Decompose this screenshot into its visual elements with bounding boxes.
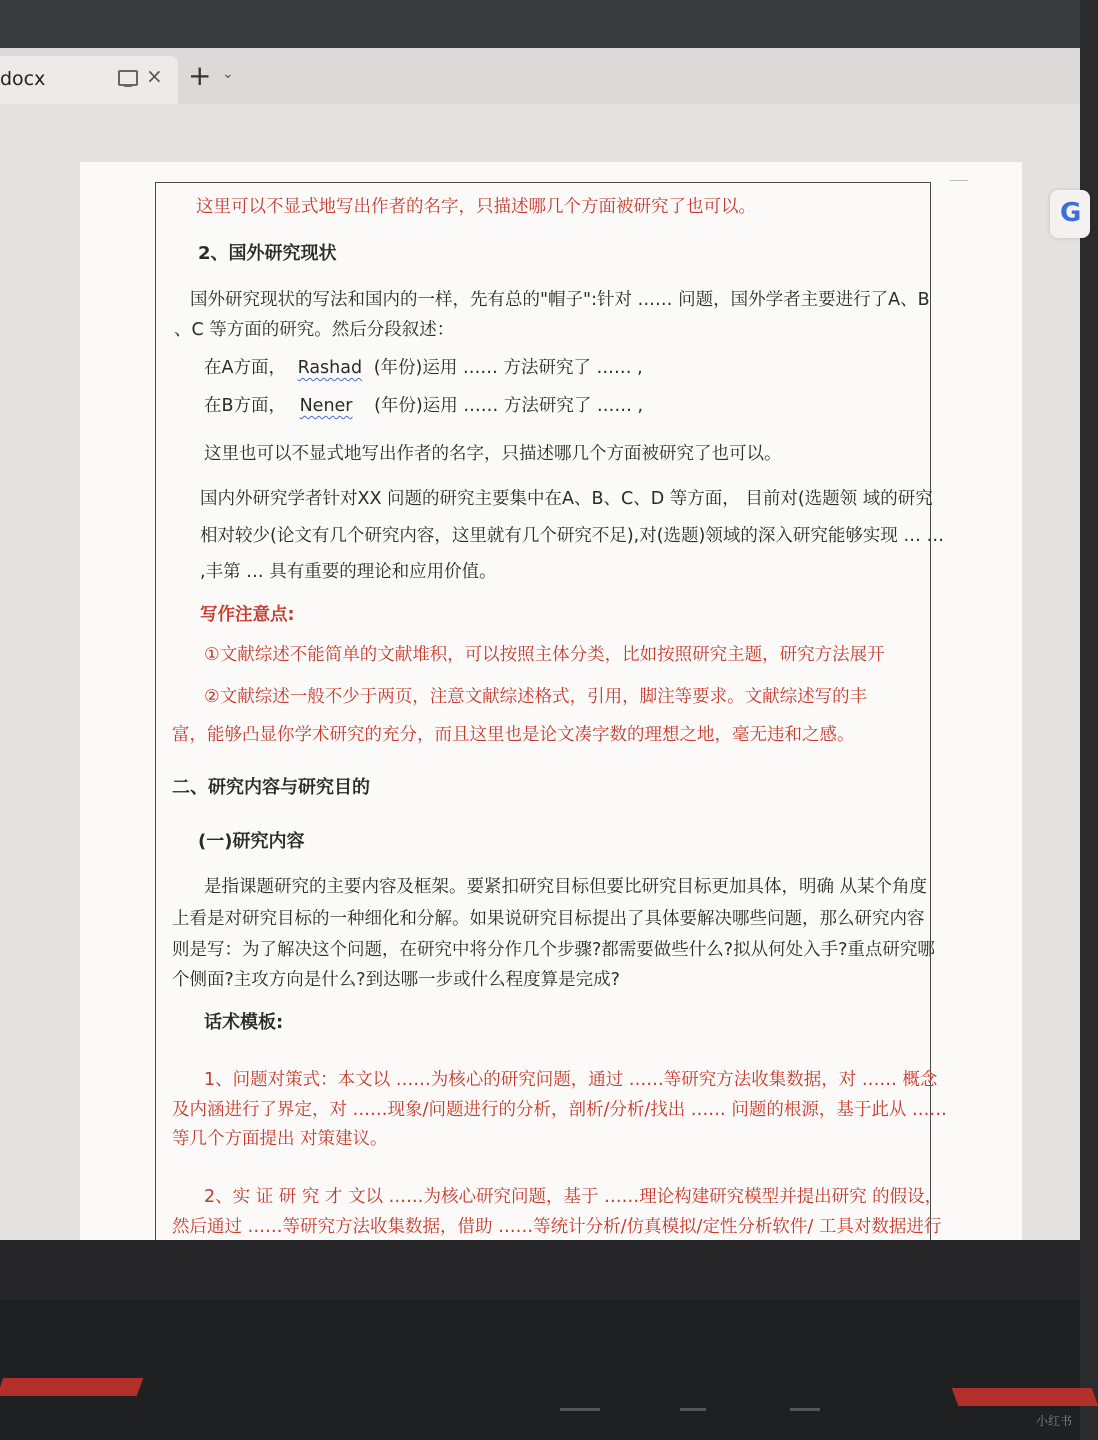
monitor-bezel-top (0, 0, 1080, 48)
g-icon: G (1060, 198, 1082, 228)
doc-line: 2、实 证 研 究 才 文以 ……为核心研究问题，基于 ……理论构建研究模型并提出研究 的假设， (204, 1187, 943, 1207)
grammar-assistant-button[interactable] (1050, 190, 1090, 238)
keyboard-accent-right (952, 1388, 1098, 1406)
keyboard-detail (560, 1408, 600, 1411)
text-segment: 在A方面， (204, 358, 286, 378)
doc-line: 个侧面?主攻方向是什么?到达哪一步或什么程度算是完成? (172, 970, 620, 990)
doc-line: 等几个方面提出 对策建议。 (172, 1129, 388, 1149)
doc-line (204, 354, 643, 379)
keyboard-detail (680, 1408, 706, 1411)
content-text-box[interactable] (155, 182, 947, 1280)
section-heading: 写作注意点: (200, 605, 295, 625)
doc-line: 然后通过 ……等研究方法收集数据，借助 ……等统计分析/仿真模拟/定性分析软件/ 工具对数据进行 (172, 1217, 942, 1237)
doc-line: ,丰第 … 具有重要的理论和应用价值。 (200, 562, 497, 582)
section-heading: 2、国外研究现状 (198, 243, 337, 264)
tab-title: docx (0, 68, 46, 90)
watermark: 小红书 (1036, 1414, 1073, 1428)
doc-line: 则是写：为了解决这个问题，在研究中将分作几个步骤?都需要做些什么?拟从何处入手?重点研究哪 (172, 940, 935, 960)
doc-line: 、C 等方面的研究。然后分段叙述： (174, 320, 455, 340)
document-workspace (0, 104, 1080, 1240)
doc-line: 国内外研究学者针对XX 问题的研究主要集中在A、B、C、D 等方面， 目前对(选题领 域的研究 (200, 489, 933, 509)
doc-line: ①文献综述不能简单的文献堆积，可以按照主体分类，比如按照研究主题，研究方法展开 (204, 645, 885, 665)
section-heading: 二、研究内容与研究目的 (172, 777, 370, 798)
doc-line: 是指课题研究的主要内容及框架。要紧扣研究目标但要比研究目标更加具体，明确 从某个角度 (204, 877, 928, 897)
section-heading: 话术模板: (204, 1012, 284, 1033)
keyboard-area (0, 1300, 1080, 1440)
doc-line: 这里也可以不显式地写出作者的名字，只描述哪几个方面被研究了也可以。 (204, 444, 782, 464)
screen (0, 48, 1080, 1240)
doc-line: 1、问题对策式：本文以 ……为核心的研究问题，通过 ……等研究方法收集数据，对 …… 概念 (204, 1070, 938, 1090)
author-name: Nener (299, 396, 353, 416)
section-heading: (一)研究内容 (198, 831, 305, 852)
keyboard-detail (790, 1408, 820, 1411)
author-name: Rashad (297, 358, 363, 378)
page-crop-mark (950, 180, 968, 181)
doc-line: 富，能够凸显你学术研究的充分，而且这里也是论文凑字数的理想之地，毫无违和之感。 (172, 725, 855, 745)
doc-line: 这里可以不显式地写出作者的名字，只描述哪几个方面被研究了也可以。 (196, 197, 756, 217)
doc-line: 上看是对研究目标的一种细化和分解。如果说研究目标提出了具体要解决哪些问题，那么研究内容 (172, 909, 925, 929)
document-tab[interactable] (0, 56, 178, 104)
monitor-icon[interactable] (118, 70, 138, 86)
doc-line: 相对较少(论文有几个研究内容，这里就有几个研究不足),对(选题)领域的深入研究能够实现 … … (200, 526, 944, 546)
chevron-down-icon[interactable]: ⌄ (222, 66, 234, 82)
text-segment: (年份)运用 …… 方法研究了 …… , (374, 396, 644, 416)
doc-line: 及内涵进行了界定，对 ……现象/问题进行的分析，剖析/分析/找出 …… 问题的根源，基于此从 …… (172, 1100, 947, 1120)
doc-line (204, 392, 643, 417)
text-segment: (年份)运用 …… 方法研究了 …… , (373, 358, 643, 378)
doc-line: 国外研究现状的写法和国内的一样，先有总的"帽子":针对 …… 问题，国外学者主要进行了A、B (190, 290, 930, 310)
tab-bar (0, 48, 1080, 104)
keyboard-accent-left (0, 1378, 143, 1396)
close-icon[interactable]: × (146, 64, 163, 88)
doc-line: ②文献综述一般不少于两页，注意文献综述格式，引用，脚注等要求。文献综述写的丰 (204, 687, 868, 707)
text-segment: 在B方面， (204, 396, 287, 416)
new-tab-icon[interactable]: + (188, 59, 212, 92)
